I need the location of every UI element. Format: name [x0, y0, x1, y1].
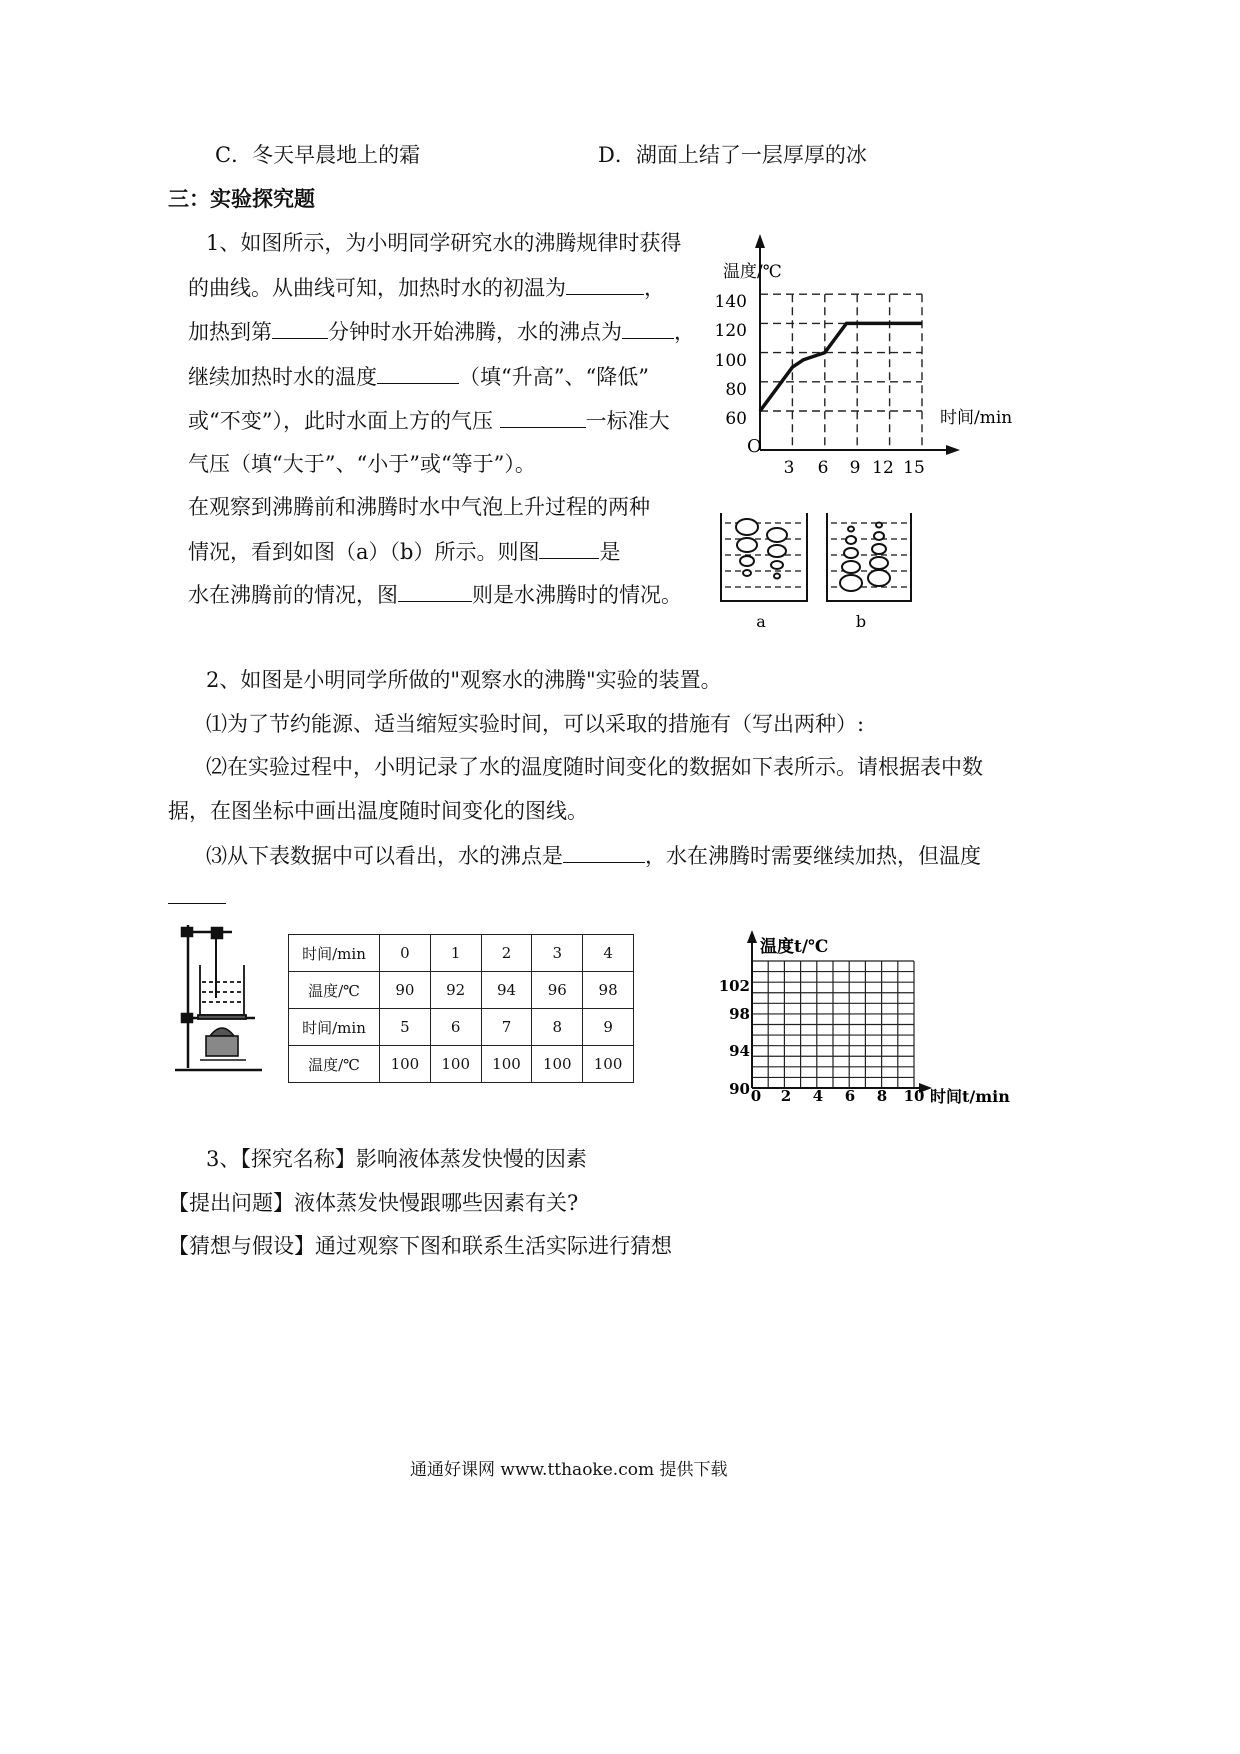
chart1-grid — [760, 294, 922, 450]
beaker-a — [721, 513, 807, 601]
q1-line-9-text: 水在沸腾前的情况，图 — [188, 583, 398, 607]
chart2-ytick-94: 94 — [729, 1042, 750, 1060]
blank-boiling-point[interactable] — [622, 316, 674, 339]
q1-line-4-end: （填“升高”、“降低” — [459, 365, 649, 389]
table-cell: 6 — [430, 1009, 481, 1046]
q1-line-5-end: 一标准大 — [585, 409, 670, 433]
chart2-ytick-98: 98 — [729, 1005, 750, 1023]
blank-air-pressure[interactable] — [500, 405, 586, 428]
chart1-origin: O — [747, 436, 762, 457]
blank-plot-grid[interactable] — [718, 928, 1018, 1108]
chart1-xtick-6: 6 — [817, 458, 829, 478]
bubble-beakers-figure — [715, 505, 915, 635]
table-cell: 100 — [583, 1046, 634, 1083]
q1-line-6: 气压（填“大于”、“小于”或“等于”）。 — [188, 452, 536, 476]
q1-line-8 — [188, 536, 620, 567]
chart1-ytick-140: 140 — [715, 292, 747, 312]
q2-line-5-end: ，水在沸腾时需要继续加热，但温度 — [645, 844, 981, 868]
blank-initial-temp[interactable] — [566, 272, 644, 295]
beaker-b — [827, 513, 911, 601]
table-cell: 温度/℃ — [289, 1046, 380, 1083]
table-cell: 92 — [430, 972, 481, 1009]
table-cell: 94 — [481, 972, 532, 1009]
q2-line-2: ⑴为了节约能源、适当缩短实验时间，可以采取的措施有（写出两种）: — [206, 712, 865, 736]
table-cell: 5 — [380, 1009, 431, 1046]
chart2-xlabel: 时间t/min — [930, 1087, 1010, 1106]
beaker-b-label: b — [855, 612, 867, 631]
blank-temp-behavior[interactable] — [168, 903, 226, 904]
q3-line-2: 【提出问题】液体蒸发快慢跟哪些因素有关? — [168, 1191, 579, 1215]
table-cell: 1 — [430, 935, 481, 972]
table-cell: 0 — [380, 935, 431, 972]
chart1-xlabel: 时间/min — [940, 408, 1013, 428]
temperature-data-table — [288, 934, 634, 1083]
chart2-ytick-102: 102 — [718, 977, 750, 995]
q1-line-2-end: ， — [644, 276, 665, 300]
q1-line-8-end: 是 — [599, 540, 621, 564]
q1-line-8-text: 情况，看到如图（a）（b）所示。则图 — [188, 540, 540, 564]
blank-temp-change[interactable] — [377, 361, 459, 384]
chart2-y-arrow — [747, 930, 757, 943]
chart1-y-arrow — [755, 234, 765, 248]
table-cell: 98 — [583, 972, 634, 1009]
table-cell: 100 — [481, 1046, 532, 1083]
blank-boiling-point-2[interactable] — [563, 840, 645, 863]
table-row — [289, 1046, 634, 1083]
chart1-ytick-60: 60 — [725, 409, 747, 429]
table-cell: 4 — [583, 935, 634, 972]
chart2-ylabel: 温度t/℃ — [760, 937, 829, 957]
table-cell: 8 — [532, 1009, 583, 1046]
chart1-xtick-15: 15 — [903, 458, 925, 478]
q1-line-3 — [188, 316, 695, 347]
q1-line-4 — [188, 361, 649, 392]
table-cell: 100 — [532, 1046, 583, 1083]
boiling-curve-chart — [715, 230, 1025, 480]
table-row — [289, 972, 634, 1009]
chart1-xticks — [784, 458, 925, 478]
blank-before-boiling[interactable] — [539, 536, 599, 559]
q1-line-9 — [188, 579, 682, 610]
option-d: D．湖面上结了一层厚厚的冰 — [598, 143, 867, 167]
chart1-series-line — [760, 323, 922, 411]
chart2-xtick-8: 8 — [876, 1087, 888, 1105]
q3-line-1: 3、【探究名称】影响液体蒸发快慢的因素 — [206, 1147, 587, 1171]
section-title: 三：实验探究题 — [168, 186, 315, 211]
page-footer: 通通好课网 www.tthaoke.com 提供下载 — [410, 1460, 728, 1480]
chart2-xtick-6: 6 — [844, 1087, 856, 1105]
table-cell: 96 — [532, 972, 583, 1009]
q1-line-3-end: ， — [674, 320, 695, 344]
chart1-ytick-120: 120 — [715, 321, 747, 341]
q2-line-3: ⑵在实验过程中，小明记录了水的温度随时间变化的数据如下表所示。请根据表中数 — [206, 755, 983, 779]
chart1-yticks — [715, 292, 747, 429]
table-cell: 时间/min — [289, 1009, 380, 1046]
chart1-xtick-9: 9 — [849, 458, 861, 478]
table-cell: 3 — [532, 935, 583, 972]
q2-line-4: 据，在图坐标中画出温度随时间变化的图线。 — [168, 799, 588, 823]
beaker-a-label: a — [756, 612, 766, 631]
chart1-xtick-3: 3 — [783, 458, 795, 478]
q1-line-5 — [188, 405, 670, 436]
table-cell: 7 — [481, 1009, 532, 1046]
chart2-xtick-0: 0 — [750, 1087, 762, 1105]
q1-line-2 — [188, 272, 665, 303]
blank-during-boiling[interactable] — [398, 579, 472, 602]
q2-line-5 — [206, 840, 981, 871]
q1-line-9-end: 则是水沸腾时的情况。 — [472, 583, 682, 607]
chart1-ytick-80: 80 — [725, 380, 747, 400]
chart1-ytick-100: 100 — [715, 351, 747, 371]
q1-line-2-text: 的曲线。从曲线可知，加热时水的初温为 — [188, 276, 566, 300]
chart2-xtick-2: 2 — [780, 1087, 792, 1105]
table-cell: 100 — [430, 1046, 481, 1083]
table-cell: 时间/min — [289, 935, 380, 972]
apparatus-figure — [170, 920, 270, 1080]
q2-line-1: 2、如图是小明同学所做的"观察水的沸腾"实验的装置。 — [206, 668, 722, 692]
q1-line-1: 1、如图所示，为小明同学研究水的沸腾规律时获得 — [206, 231, 682, 255]
chart2-ytick-90: 90 — [729, 1080, 750, 1098]
table-row — [289, 1009, 634, 1046]
chart2-xtick-10: 10 — [903, 1087, 925, 1105]
table-cell: 温度/℃ — [289, 972, 380, 1009]
q3-line-3: 【猜想与假设】通过观察下图和联系生活实际进行猜想 — [168, 1234, 672, 1258]
q1-line-3-text: 加热到第 — [188, 320, 272, 344]
table-cell: 90 — [380, 972, 431, 1009]
q1-line-3-mid: 分钟时水开始沸腾，水的沸点为 — [328, 320, 622, 344]
chart2-xtick-4: 4 — [812, 1087, 824, 1105]
table-row — [289, 935, 634, 972]
option-c: C．冬天早晨地上的霜 — [215, 143, 421, 167]
chart2-grid — [752, 961, 914, 1088]
q1-line-7: 在观察到沸腾前和沸腾时水中气泡上升过程的两种 — [188, 495, 650, 519]
table-cell: 9 — [583, 1009, 634, 1046]
q2-line-5-text: ⑶从下表数据中可以看出，水的沸点是 — [206, 844, 563, 868]
chart1-ylabel: 温度/℃ — [723, 262, 782, 282]
table-cell: 100 — [380, 1046, 431, 1083]
chart1-xtick-12: 12 — [872, 458, 894, 478]
q1-line-4-text: 继续加热时水的温度 — [188, 365, 377, 389]
q1-line-5-text: 或“不变”），此时水面上方的气压 — [188, 409, 493, 433]
blank-boil-minute[interactable] — [272, 316, 328, 339]
chart1-x-arrow — [946, 445, 960, 455]
table-cell: 2 — [481, 935, 532, 972]
